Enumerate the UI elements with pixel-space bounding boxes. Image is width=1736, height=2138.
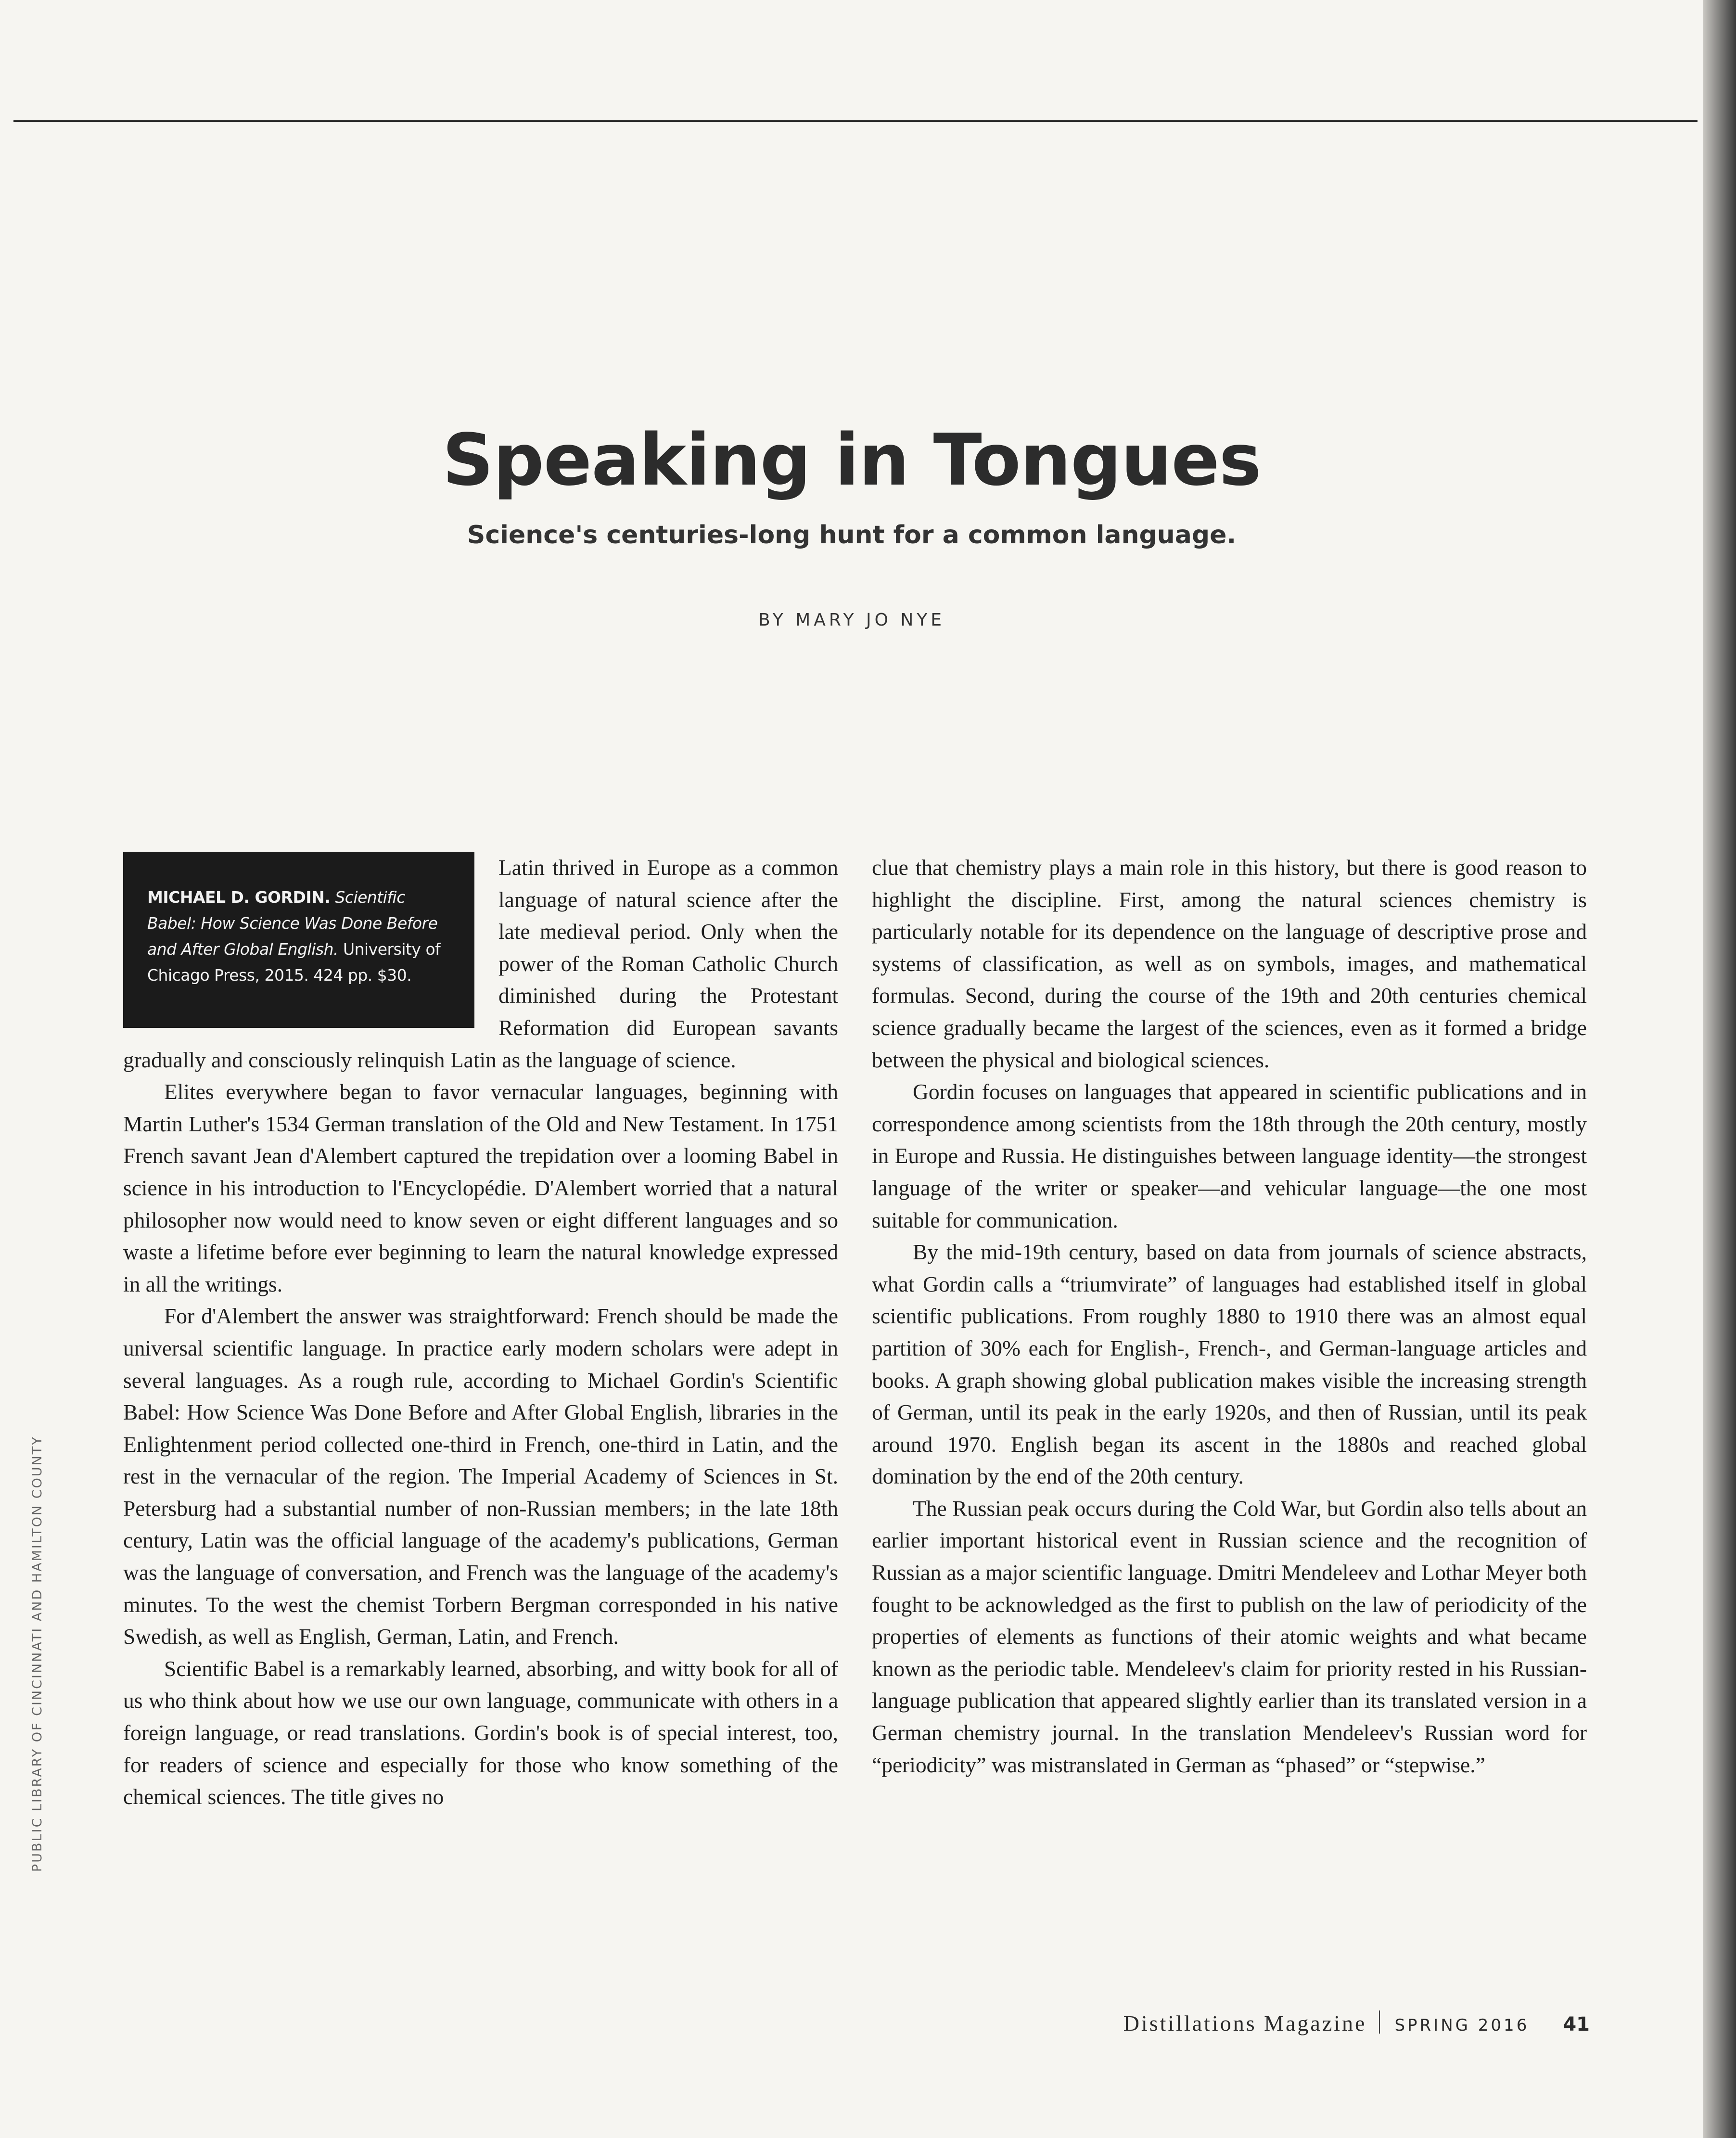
page-edge	[1703, 0, 1736, 2138]
top-rule	[13, 120, 1698, 122]
article-subtitle: Science's centuries-long hunt for a common language.	[467, 521, 1237, 550]
book-author: MICHAEL D. GORDIN.	[147, 888, 331, 907]
paragraph: Elites everywhere began to favor vernacular languages, beginning with Martin Luther's 1534 German translation of the Old and New Testament. In 1751 French savant Jean d'Alembert captured the trepidation over a looming Babel in science in his introduction to l'Encyclopédie. D'Alembert worried that a natural philosopher now would need to know seven or eight different languages and so waste a lifetime before ever beginning to learn the natural knowledge expressed in all the writings.	[123, 1079, 838, 1296]
magazine-name: Distillations Magazine	[1123, 2011, 1367, 2036]
library-credit: PUBLIC LIBRARY OF CINCINNATI AND HAMILTON COUNTY	[30, 1435, 45, 1872]
page-number: 41	[1563, 2013, 1590, 2036]
byline: BY MARY JO NYE	[758, 610, 945, 630]
footer-divider	[1379, 2010, 1380, 2034]
paragraph: Gordin focuses on languages that appeared in scientific publications and in correspondence among scientists from the 18th through the 20th century, mostly in Europe and Russia. He distinguishes between language identity—the strongest language of the writer or speaker—and vehicular language—the one most suitable for communication.	[872, 1079, 1587, 1232]
right-column	[872, 852, 1587, 1781]
paragraph: By the mid-19th century, based on data from journals of science abstracts, what Gordin calls a “triumvirate” of languages had established itself in global scientific publications. From roughly 1880 to 1910 there was an almost equal partition of 30% each for English-, French-, and German-language articles and books. A graph showing global publication makes visible the increasing strength of German, until its peak in the early 1920s, and then of Russian, until its peak around 1970. English began its ascent in the 1880s and reached global domination by the end of the 20th century.	[872, 1240, 1587, 1489]
article-title: Speaking in Tongues	[442, 419, 1261, 501]
paragraph: clue that chemistry plays a main role in this history, but there is good reason to highlight the discipline. First, among the natural sciences chemistry is particularly notable for its dependence on the language of descriptive prose and systems of classification, as well as on symbols, images, and mathematical formulas. Second, during the course of the 19th and 20th centuries chemical science gradually became the largest of the sciences, even as it formed a bridge between the physical and biological sciences.	[872, 855, 1587, 1072]
paragraph: Latin thrived in Europe as a common language of natural science after the late medieval period. Only when the power of the Roman Catholic Church diminished during the Protestant Reformation did European savants gradually and consciously relinquish Latin as the language of science.	[123, 855, 838, 1072]
issue-label: SPRING 2016	[1394, 2016, 1530, 2035]
paragraph: Scientific Babel is a remarkably learned, absorbing, and witty book for all of us who think about how we use our own language, communicate with others in a foreign language, or read translations. Gordin's book is of special interest, too, for readers of science and especially for those who know something of the chemical sciences. The title gives no	[123, 1656, 838, 1809]
book-info-box	[123, 852, 474, 1028]
paragraph: The Russian peak occurs during the Cold War, but Gordin also tells about an earlier important historical event in Russian science and the recognition of Russian as a major scientific language. Dmitri Mendeleev and Lothar Meyer both fought to be acknowledged as the first to publish on the law of periodicity of the properties of elements as functions of their atomic weights and what became known as the periodic table. Mendeleev's claim for priority rested in his Russian-language publication that appeared slightly earlier than its translated version in a German chemistry journal. In the translation Mendeleev's Russian word for “periodicity” was mistranslated in German as “phased” or “stepwise.”	[872, 1496, 1587, 1777]
book-title: Scientific Babel: How Science Was Done Before and After Global English.	[147, 888, 438, 959]
book-details: University of Chicago Press, 2015. 424 pp. $30.	[147, 940, 441, 985]
page-footer	[1123, 2010, 1590, 2036]
paragraph: For d'Alembert the answer was straightforward: French should be made the universal scientific language. In practice early modern scholars were adept in several languages. As a rough rule, according to Michael Gordin's Scientific Babel: How Science Was Done Before and After Global English, libraries in the Enlightenment period collected one-third in French, one-third in Latin, and the rest in the vernacular of the region. The Imperial Academy of Sciences in St. Petersburg had a substantial number of non-Russian members; in the late 18th century, Latin was the official language of the academy's publications, German was the language of conversation, and French was the language of the academy's minutes. To the west the chemist Torbern Bergman corresponded in his native Swedish, as well as English, German, Latin, and French.	[123, 1304, 838, 1649]
left-column	[123, 852, 838, 1813]
